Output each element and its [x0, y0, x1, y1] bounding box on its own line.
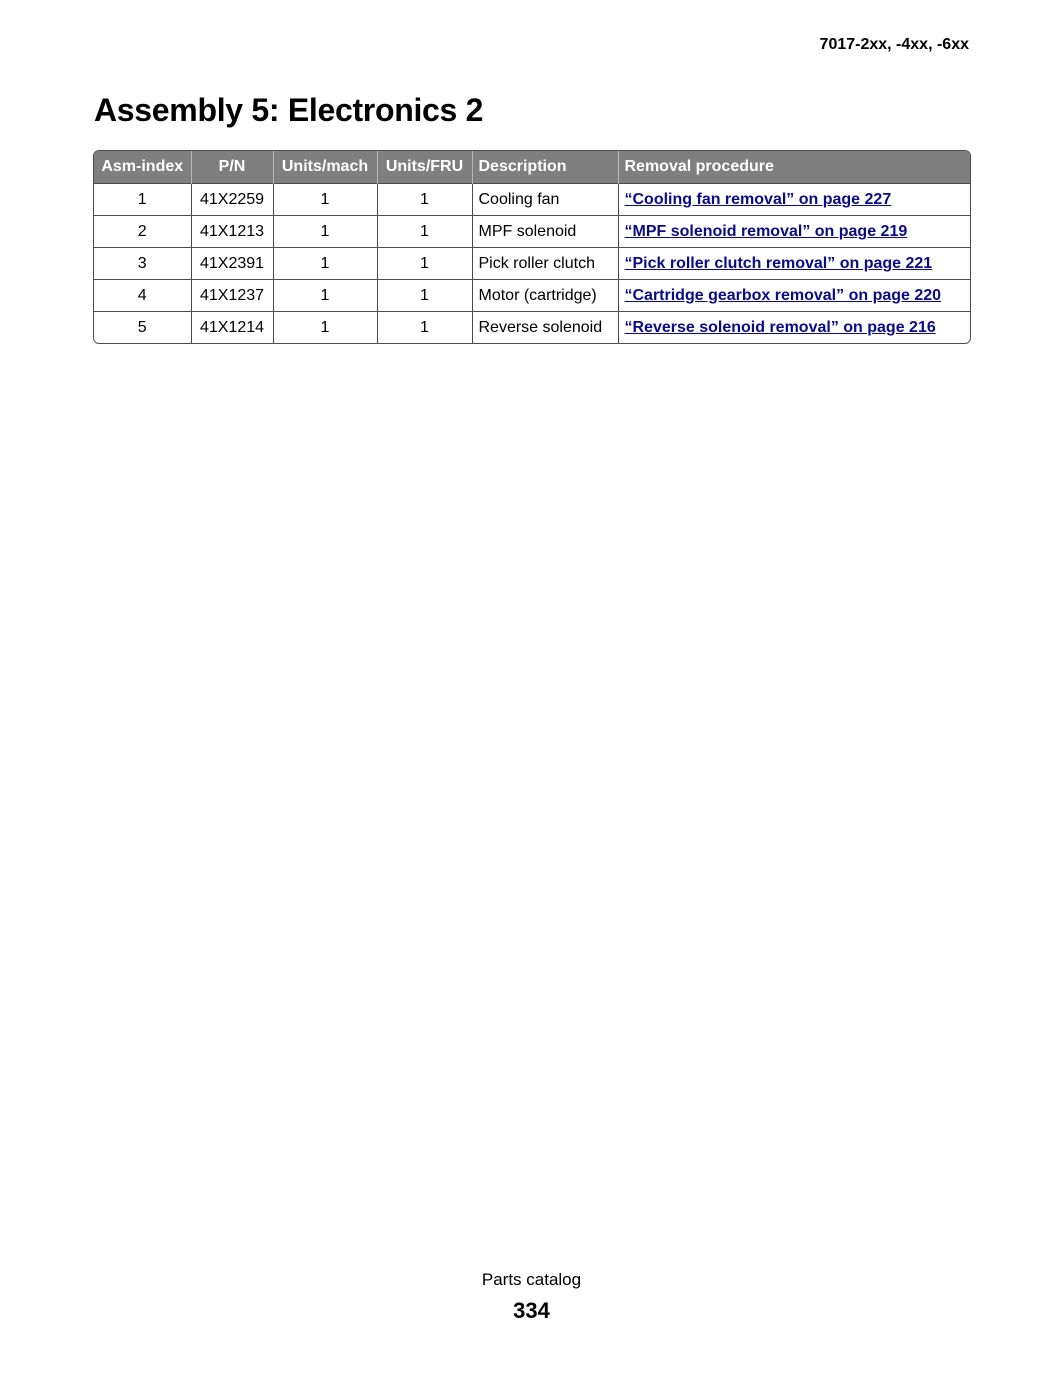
table-header-row: [94, 151, 970, 184]
table-row: [94, 216, 970, 248]
table-row: [94, 312, 970, 344]
part-number-cell: 41X2391: [191, 248, 273, 280]
description-cell: Pick roller clutch: [472, 248, 618, 280]
removal-procedure-cell: [618, 184, 970, 216]
footer-section-name: Parts catalog: [481, 1270, 582, 1289]
footer-page-number: 334: [513, 1298, 550, 1323]
parts-table-container: [93, 150, 971, 344]
column-header-asm-index: Asm-index: [94, 151, 191, 184]
column-header-units-mach: Units/mach: [273, 151, 377, 184]
part-number-cell: 41X1213: [191, 216, 273, 248]
removal-procedure-cell: [618, 312, 970, 344]
asm-index-cell: 3: [94, 248, 191, 280]
removal-procedure-link[interactable]: “Pick roller clutch removal” on page 221: [624, 254, 933, 272]
parts-table: [94, 151, 970, 343]
table-row: [94, 248, 970, 280]
units-fru-cell: 1: [377, 312, 472, 344]
asm-index-cell: 2: [94, 216, 191, 248]
description-cell: Motor (cartridge): [472, 280, 618, 312]
part-number-cell: 41X1237: [191, 280, 273, 312]
units-mach-cell: 1: [273, 280, 377, 312]
units-mach-cell: 1: [273, 248, 377, 280]
units-mach-cell: 1: [273, 184, 377, 216]
units-fru-cell: 1: [377, 248, 472, 280]
removal-procedure-link[interactable]: “Cartridge gearbox removal” on page 220: [624, 286, 942, 304]
column-header-description: Description: [472, 151, 618, 184]
part-number-cell: 41X2259: [191, 184, 273, 216]
document-code: 7017-2xx, -4xx, -6xx: [819, 36, 969, 53]
asm-index-cell: 1: [94, 184, 191, 216]
asm-index-cell: 5: [94, 312, 191, 344]
table-row: [94, 280, 970, 312]
units-mach-cell: 1: [273, 312, 377, 344]
page-title: Assembly 5: Electronics 2: [94, 92, 484, 128]
part-number-cell: 41X1214: [191, 312, 273, 344]
description-cell: Reverse solenoid: [472, 312, 618, 344]
units-fru-cell: 1: [377, 216, 472, 248]
units-fru-cell: 1: [377, 184, 472, 216]
units-fru-cell: 1: [377, 280, 472, 312]
description-cell: MPF solenoid: [472, 216, 618, 248]
removal-procedure-link[interactable]: “Reverse solenoid removal” on page 216: [624, 318, 936, 336]
description-cell: Cooling fan: [472, 184, 618, 216]
table-row: [94, 184, 970, 216]
column-header-removal-procedure: Removal procedure: [618, 151, 970, 184]
removal-procedure-link[interactable]: “MPF solenoid removal” on page 219: [624, 222, 908, 240]
asm-index-cell: 4: [94, 280, 191, 312]
removal-procedure-cell: [618, 216, 970, 248]
removal-procedure-cell: [618, 280, 970, 312]
column-header-units-fru: Units/FRU: [377, 151, 472, 184]
removal-procedure-link[interactable]: “Cooling fan removal” on page 227: [624, 190, 892, 208]
column-header-pn: P/N: [191, 151, 273, 184]
units-mach-cell: 1: [273, 216, 377, 248]
removal-procedure-cell: [618, 248, 970, 280]
